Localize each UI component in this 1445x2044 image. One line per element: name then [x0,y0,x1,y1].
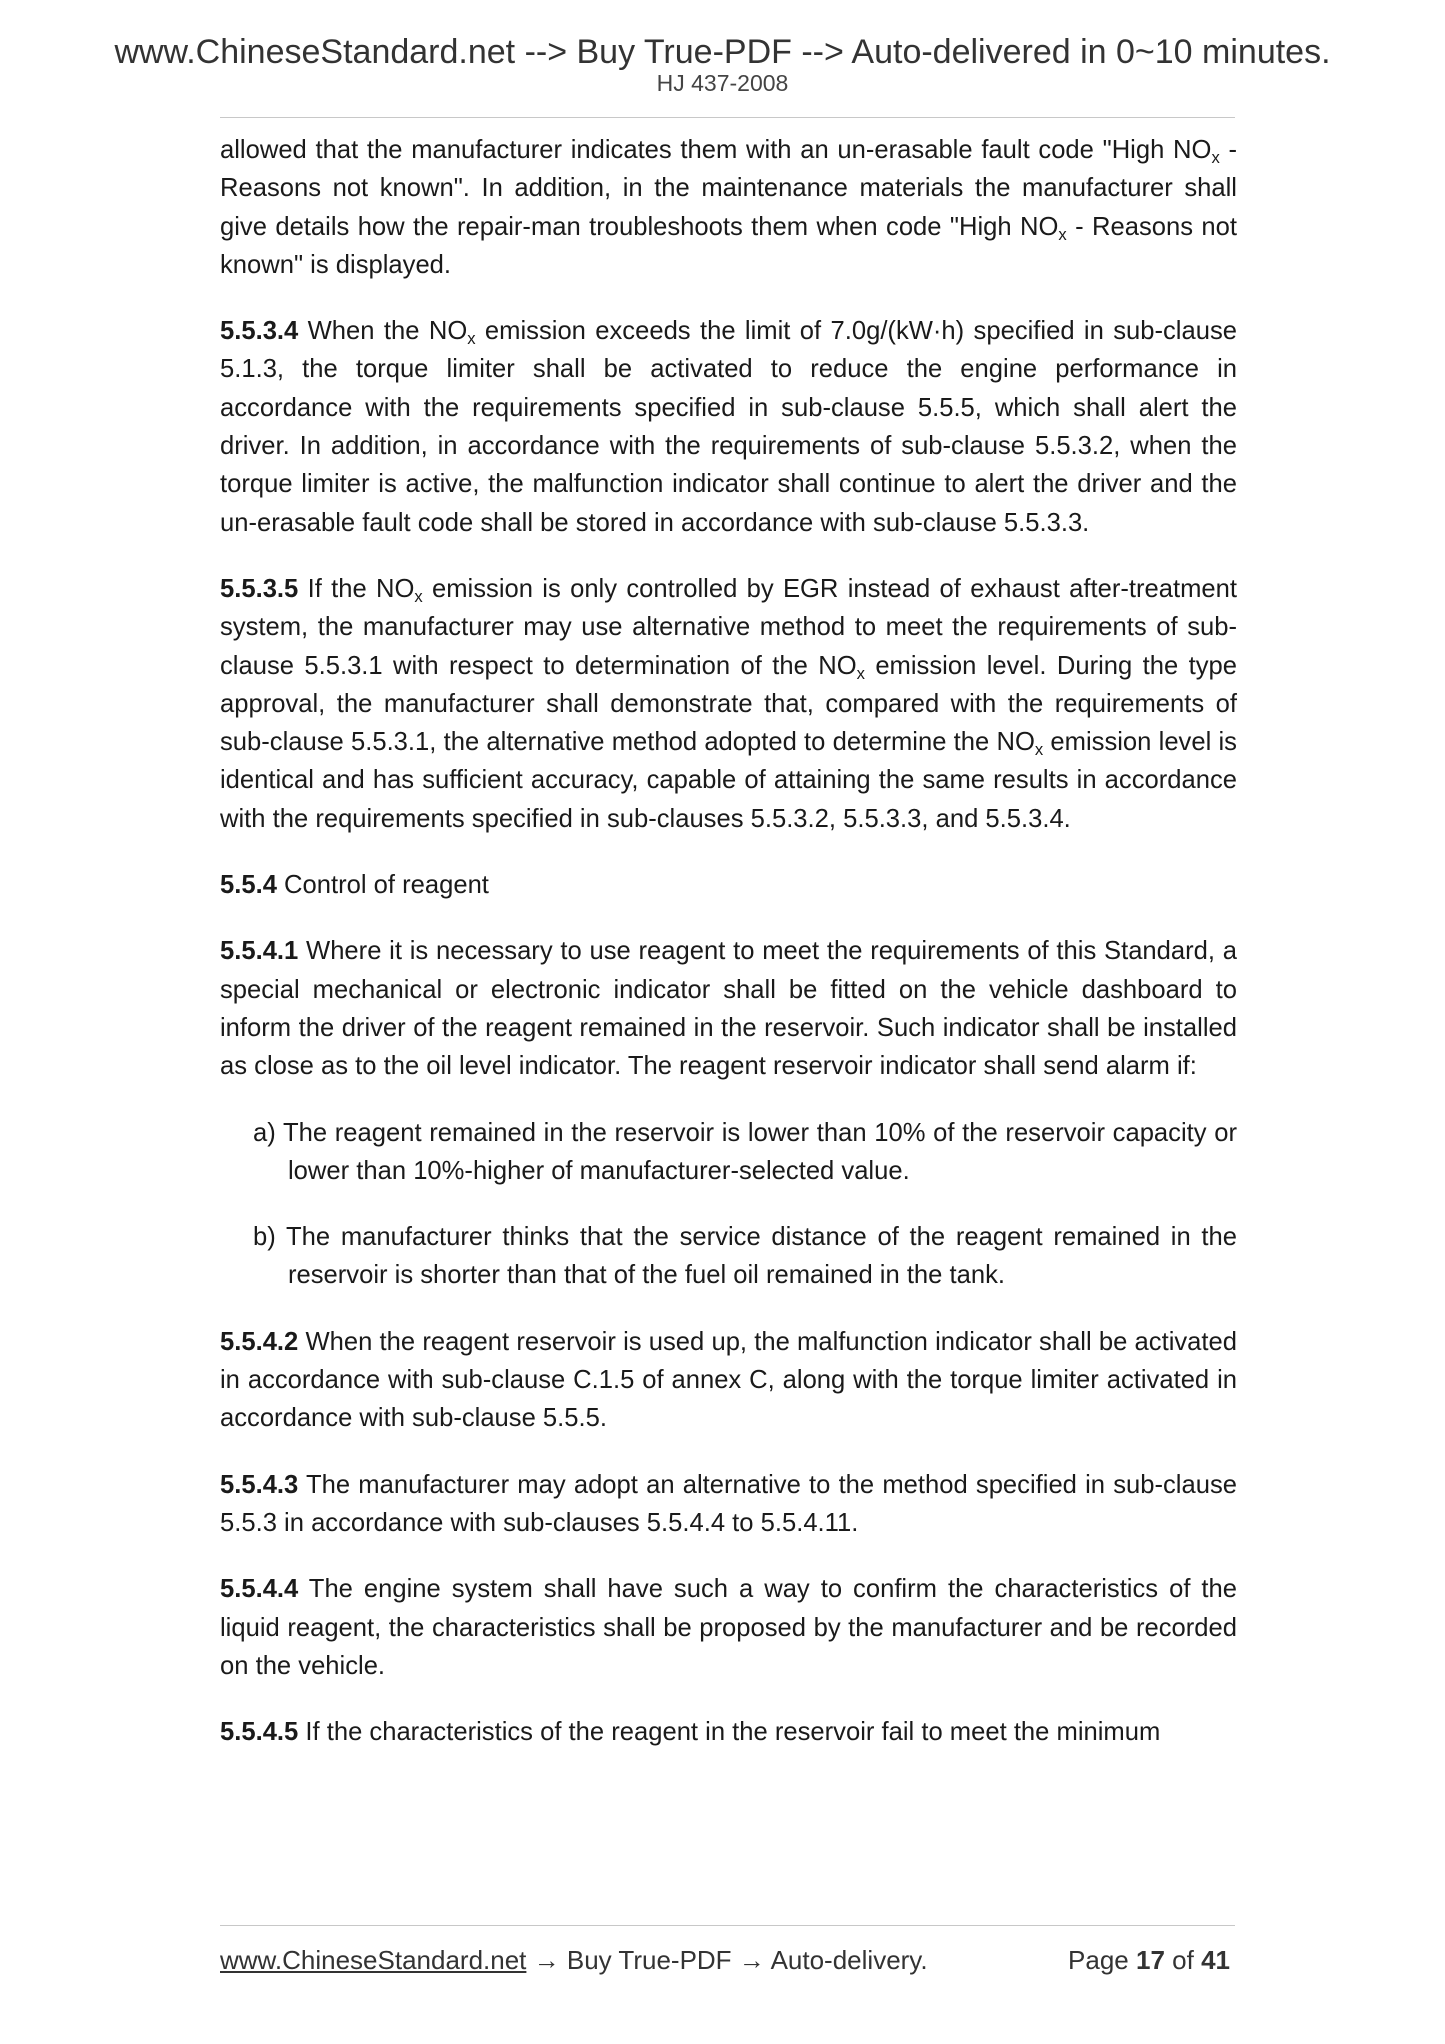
document-code: HJ 437-2008 [656,70,789,96]
clause-number: 5.5.4.3 [220,1470,299,1499]
list-item-b: b) The manufacturer thinks that the service distance of the reagent remained in the reservoir is shorter than that of the fuel oil remained in the tank. [253,1223,1237,1290]
clause-5-5-4-1: 5.5.4.1 Where it is necessary to use reagent to meet the requirements of this Standard, a special mechanical or electronic indicator shall be fitted on the vehicle dashboard to inform the driver of the reagent remained in the reservoir. Such indicator shall be installed as close as to the oil level indicator. The reagent reservoir indicator shall send alarm if: [220,937,1237,1081]
clause-5-5-4-heading: 5.5.4 Control of reagent [220,871,489,900]
clause-number: 5.5.4 [220,871,277,900]
subscript-x: x [856,663,865,683]
clause-5-5-4-2: 5.5.4.2 When the reagent reservoir is used up, the malfunction indicator shall be activated in accordance with sub-clause C.1.5 of annex C, along with the torque limiter activated in accordance with sub-clause 5.5.5. [220,1327,1237,1433]
clause-5-5-4-5: 5.5.4.5 If the characteristics of the reagent in the reservoir fail to meet the minimum [220,1718,1161,1747]
footer-divider [220,1925,1235,1926]
clause-5-5-3-4: 5.5.3.4 When the $NO_x$ emission exceeds the limit of 7.0g/(kW·h) specified in sub-clause 5.1.3, the torque limiter shall be activated to reduce the engine performance in accordance with the requirements specified in sub-clause 5.5.5, which shall alert the driver. In addition, in accordance with the requirements of sub-clause 5.5.3.2, when the torque limiter is active, the malfunction indicator shall continue to alert the driver and the un-erasable fault code shall be stored in accordance with sub-clause 5.5.3.3. [220,317,1237,537]
clause-number: 5.5.4.2 [220,1327,299,1356]
subscript-x: x [414,586,423,606]
clause-number: 5.5.4.4 [220,1575,299,1604]
clause-number: 5.5.4.1 [220,937,299,966]
footer-promo [220,1940,928,1980]
clause-5-5-3-5: 5.5.3.5 If the $NO_x$ emission is only controlled by EGR instead of exhaust after-treatment system, the manufacturer may use alternative method to meet the requirements of sub-clause 5.5.3.1 with respect to determination of the $NO_x$ emission level. During the type approval, the manufacturer shall demonstrate that, compared with the requirements of sub-clause 5.5.3.1, the alternative method adopted to determine the $NO_x$ emission level is identical and has sufficient accuracy, capable of attaining the same results in accordance with the requirements specified in sub-clauses 5.5.3.2, 5.5.3.3, and 5.5.3.4. [220,574,1237,833]
subscript-x: x [1058,224,1067,244]
page-body [220,131,1237,1779]
clause-5-5-4-4: 5.5.4.4 The engine system shall have such a way to confirm the characteristics of the liquid reagent, the characteristics shall be proposed by the manufacturer and be recorded on the vehicle. [220,1575,1237,1680]
clause-number: 5.5.3.5 [220,574,299,603]
page-number: Page 17 of 41 [1068,1945,1230,1975]
clause-number: 5.5.3.4 [220,317,299,346]
subscript-x: x [467,329,476,349]
current-page: 17 [1136,1945,1165,1975]
paragraph-continued: allowed that the manufacturer indicates them with an un-erasable fault code "High $NO_x$ - Reasons not known". In addition, in the maintenance materials the manufacturer shall give details how the repair-man troubleshoots them when code "High $NO_x$ - Reasons not known" is displayed. [220,136,1237,279]
clause-5-5-4-3: 5.5.4.3 The manufacturer may adopt an alternative to the method specified in sub-clause 5.5.3 in accordance with sub-clauses 5.5.4.4 to 5.5.4.11. [220,1470,1237,1537]
clause-number: 5.5.4.5 [220,1718,299,1747]
footer-promo-text: → Buy True-PDF → Auto-delivery. [526,1945,928,1975]
page-footer [220,1940,1230,1980]
header-divider [220,117,1235,118]
footer-site-link[interactable]: www.ChineseStandard.net [220,1945,527,1975]
total-pages: 41 [1201,1945,1230,1975]
header-banner: www.ChineseStandard.net --> Buy True-PDF --> Auto-delivered in 0~10 minutes. [114,33,1331,71]
list-item-a: a) The reagent remained in the reservoir is lower than 10% of the reservoir capacity or lower than 10%-higher of manufacturer-selected value. [253,1118,1237,1185]
subscript-x: x [1211,147,1220,167]
subscript-x: x [1034,740,1044,760]
